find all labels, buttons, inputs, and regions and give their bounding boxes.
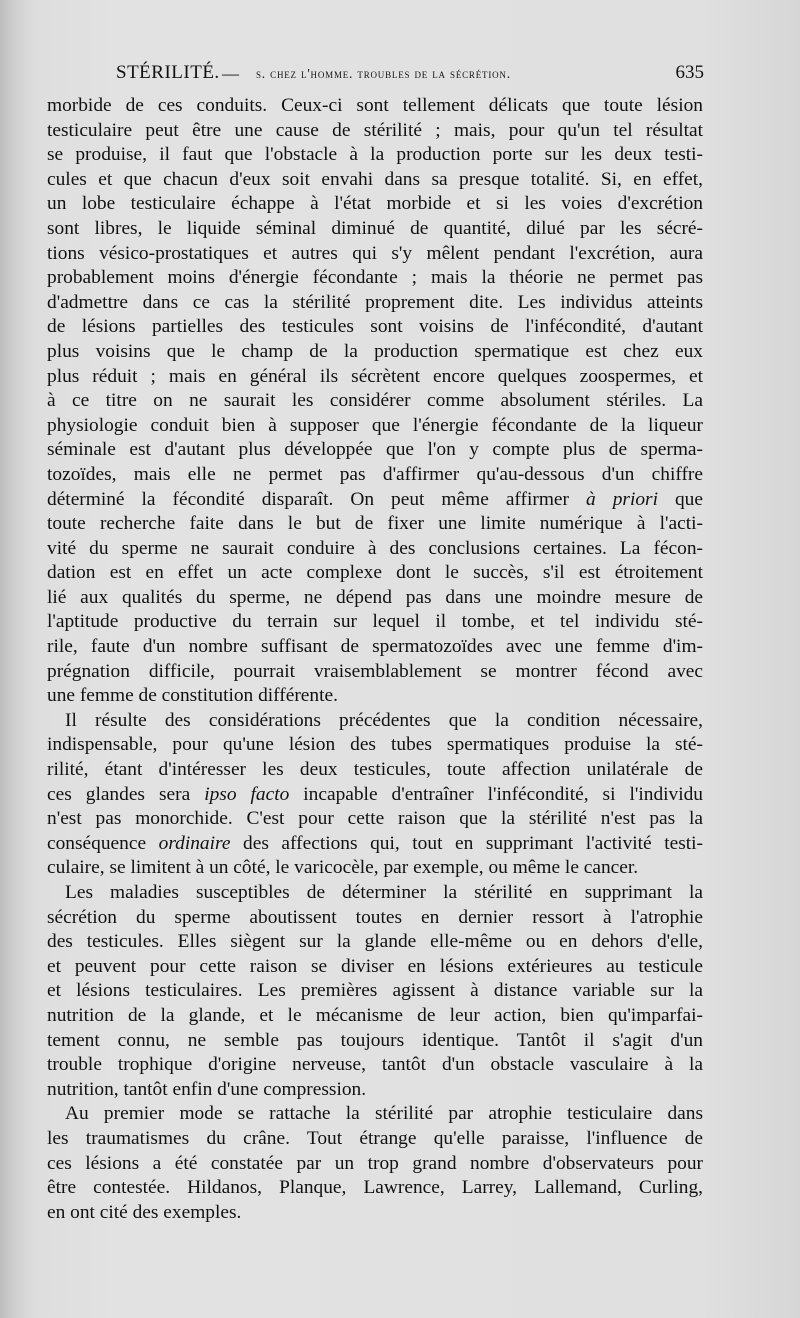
text-line: plus réduit ; mais en général ils sécrètent encore quelques zoospermes, et — [47, 365, 703, 387]
text-line: culaire, se limitent à un côté, le varicocèle, par exemple, ou même le cancer. — [47, 857, 639, 879]
text-line: déterminé la fécondité disparaît. On peut même affirmer à priori que — [47, 488, 703, 510]
text-line: ces glandes sera ipso facto incapable d'entraîner l'infécondité, si l'individu — [47, 783, 703, 805]
text-line: probablement moins d'énergie fécondante ; mais la théorie ne permet pas — [47, 267, 703, 289]
text-line: vité du sperme ne saurait conduire à des conclusions certaines. La fécon- — [47, 537, 703, 559]
body-text — [47, 94, 703, 1225]
text-line: nutrition de la glande, et le mécanisme de leur action, bien qu'imparfai- — [47, 1004, 703, 1026]
text-line: tions vésico-prostatiques et autres qui s'y mêlent pendant l'excrétion, aura — [47, 242, 703, 264]
text-line: dation est en effet un acte complexe dont le succès, s'il est étroitement — [47, 562, 703, 584]
text-line: prégnation difficile, pourrait vraisemblablement se montrer fécond avec — [47, 660, 703, 682]
paragraph-3 — [47, 881, 703, 1102]
text-line: d'admettre dans ce cas la stérilité proprement dite. Les individus atteints — [47, 291, 703, 313]
text-line: une femme de constitution différente. — [47, 685, 338, 707]
text-line: sont libres, le liquide séminal diminué de quantité, dilué par les sécré- — [47, 217, 703, 239]
text-line: rilité, étant d'intéresser les deux testicules, toute affection unilatérale de — [47, 759, 703, 781]
text-line: n'est pas monorchide. C'est pour cette raison que la stérilité n'est pas la — [47, 808, 703, 830]
text-line: rile, faute d'un nombre suffisant de spermatozoïdes avec une femme d'im- — [47, 636, 703, 658]
paragraph-2 — [47, 709, 703, 881]
text-line: toute recherche faite dans le but de fixer une limite numérique à l'acti- — [47, 513, 703, 535]
text-line: lié aux qualités du sperme, ne dépend pas dans une moindre mesure de — [47, 586, 703, 608]
text-line: à ce titre on ne saurait les considérer comme absolument stériles. La — [47, 390, 703, 412]
running-head-dash: — — [222, 64, 240, 83]
text-line: un lobe testiculaire échappe à l'état morbide et si les voies d'excrétion — [47, 193, 703, 215]
text-line: des testicules. Elles siègent sur la glande elle-même ou en dehors d'elle, — [47, 931, 703, 953]
text-line: Les maladies susceptibles de déterminer la stérilité en supprimant la — [65, 882, 703, 903]
text-line: Au premier mode se rattache la stérilité par atrophie testiculaire dans — [65, 1103, 703, 1125]
paragraph-4 — [47, 1102, 703, 1225]
text-line: les traumatismes du crâne. Tout étrange qu'elle paraisse, l'influence de — [47, 1127, 703, 1149]
running-head-title: STÉRILITÉ. — [116, 62, 220, 83]
text-line: sécrétion du sperme aboutissent toutes en dernier ressort à l'atrophie — [47, 906, 703, 928]
paragraph-1 — [47, 94, 703, 709]
text-line: nutrition, tantôt enfin d'une compression. — [47, 1078, 367, 1100]
text-line: conséquence ordinaire des affections qui, tout en supprimant l'activité testi- — [47, 832, 703, 854]
text-line: plus voisins que le champ de la production spermatique est chez eux — [47, 340, 703, 362]
running-head-section: s. chez l'homme. troubles de la sécrétion. — [256, 66, 511, 81]
running-head — [0, 62, 800, 86]
text-line: ces lésions a été constatée par un trop grand nombre d'observateurs pour — [47, 1152, 703, 1174]
text-line: indispensable, pour qu'une lésion des tubes spermatiques produise la sté- — [47, 734, 703, 756]
text-line: séminale est d'autant plus développée que l'on y compte plus de sperma- — [47, 439, 703, 461]
text-line: morbide de ces conduits. Ceux-ci sont tellement délicats que toute lésion — [47, 95, 703, 116]
page-number: 635 — [675, 62, 704, 83]
text-line: et peuvent pour cette raison se diviser en lésions extérieures au testicule — [47, 955, 703, 977]
text-line: et lésions testiculaires. Les premières agissent à distance variable sur la — [47, 980, 703, 1002]
text-line: en ont cité des exemples. — [47, 1201, 242, 1223]
text-line: tement connu, ne semble pas toujours identique. Tantôt il s'agit d'un — [47, 1029, 703, 1051]
text-line: cules et que chacun d'eux soit envahi dans sa presque totalité. Si, en effet, — [47, 168, 703, 190]
text-line: tozoïdes, mais elle ne permet pas d'affirmer qu'au-dessous d'un chiffre — [47, 463, 703, 485]
text-line: trouble trophique d'origine nerveuse, tantôt d'un obstacle vasculaire à la — [47, 1054, 703, 1076]
text-line: testiculaire peut être une cause de stérilité ; mais, pour qu'un tel résultat — [47, 119, 703, 141]
text-line: de lésions partielles des testicules sont voisins de l'infécondité, d'autant — [47, 316, 703, 338]
text-line: physiologie conduit bien à supposer que l'énergie fécondante de la liqueur — [47, 414, 703, 436]
text-line: être contestée. Hildanos, Planque, Lawrence, Larrey, Lallemand, Curling, — [47, 1177, 703, 1199]
text-line: se produise, il faut que l'obstacle à la production porte sur les deux testi- — [47, 144, 703, 166]
text-line: l'aptitude productive du terrain sur lequel il tombe, et tel individu sté- — [47, 611, 703, 633]
text-line: Il résulte des considérations précédentes que la condition nécessaire, — [65, 709, 703, 731]
